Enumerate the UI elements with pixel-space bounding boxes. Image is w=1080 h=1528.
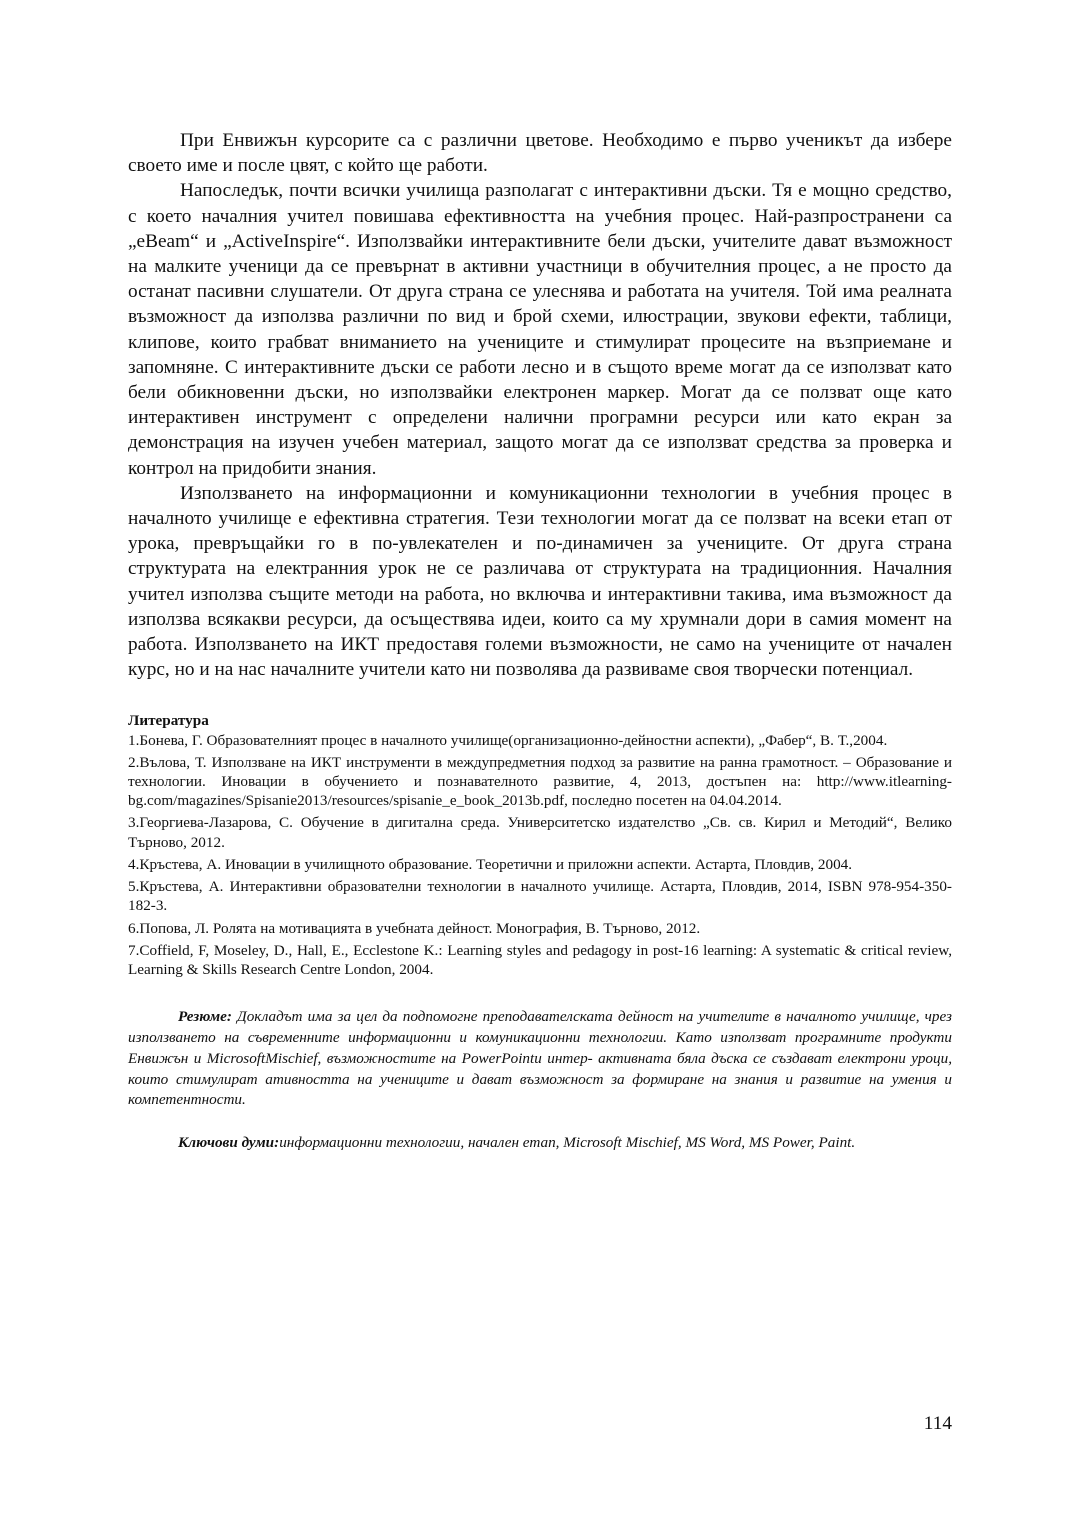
keywords-text: информационни технологии, начален етап, Microsoft Mischief, MS Word, MS Power, Paint.: [279, 1134, 856, 1152]
page-number: 114: [923, 1413, 952, 1434]
paragraph-3: Използването на информационни и комуникационни технологии в учебния процес в началното училище е ефективна стратегия. Тези технологии могат да се ползват на всеки етап от урока, превръщайки го в по-увлекателен и по-динамичен за учениците. От друга страна структурата на електранния урок не се различава от структурата на традиционния. Началния учител използва същите методи на работа, но включва и интерактивни такива, има възможност да използва всякакви ресурси, да осъществява идеи, които са му хрумнали дори в самия момент на работа. Използването на ИКТ предоставя големи възможности, не само на учениците от начален курс, но и на нас началните учители като ни позволява да развиваме своя творчески потенциал.: [128, 482, 952, 681]
paragraph-1: При Енвижън курсорите са с различни цветове. Необходимо е първо ученикът да избере своето име и после цвят, с който ще работи.: [128, 130, 952, 177]
summary-text: Докладът има за цел да подпомогне преподавателската дейност на учителите в началното училище, чрез използването на съвременните информационни и комуникационни технологии. Като използват програмните продукти Енвижън и MicrosoftMischief, възможностите на PowerPointи интер- активната бяла дъска се създават електрони уроци, които стимулират ативността на учениците и дават възможност за формиране на знания и развитие на умения и компетентности.: [128, 1008, 952, 1109]
reference-item: 6.Попова, Л. Ролята на мотивацията в учебната дейност. Монография, В. Търново, 2012.: [128, 919, 701, 937]
reference-item: 7.Coffield, F, Moseley, D., Hall, E., Ecclestone K.: Learning styles and pedagogy in post-16 learning: A systematic & critical review, Learning & Skills Research Centre London, 2004.: [128, 941, 952, 978]
reference-item: 1.Бонева, Г. Образователният процес в началното училище(организационно-дейностни аспекти), „Фабер“, В. Т.,2004.: [128, 731, 888, 749]
body-text: [128, 128, 952, 682]
keywords-label: Ключови думи:: [178, 1134, 280, 1152]
references-title: Литература: [128, 712, 209, 730]
reference-item: 4.Кръстева, А. Иновации в училищното образование. Теоретични и приложни аспекти. Астарта, Пловдив, 2004.: [128, 855, 853, 873]
references-section: [128, 711, 952, 979]
reference-item: 3.Георгиева-Лазарова, С. Обучение в дигитална среда. Университетско издателство „Св. св. Кирил и Методий“, Велико Търново, 2012.: [128, 814, 952, 851]
page-content: [128, 128, 952, 1169]
references-list: [128, 731, 952, 979]
summary-label: Резюме:: [178, 1008, 232, 1026]
summary: [128, 1007, 952, 1111]
reference-item: 2.Вълова, Т. Използване на ИКТ инструменти в междупредметния подход за развитие на ранна грамотност. – Образование и технологии. Иновации в обучението и познавателното развитие, 4, 2013, достъпен на: http://www.itlearning-bg.com/magazines/Spisanie2013/resources/spisanie_e_book_2013b.pdf, последно посетен на 04.04.2014.: [128, 753, 952, 810]
reference-item: 5.Кръстева, А. Интерактивни образователни технологии в началното училище. Астарта, Пловдив, 2014, ISBN 978-954-350-182-3.: [128, 878, 952, 915]
paragraph-2: Напоследък, почти всички училища разполагат с интерактивни дъски. Тя е мощно средство, с което началния учител повишава ефективността на учебния процес. Най-разпространени са „eBeam“ и „ActiveInspire“. Използвайки интерактивните бели дъски, учителите дават възможност на малките ученици да се превърнат в активни участници в обучителния процес, а не просто да останат пасивни слушатели. От друга страна се улеснява и работата на учителя. Той има реалната възможност да използва различни по вид и брой схеми, илюстрации, звукови ефекти, таблици, клипове, които грабват вниманието на учениците и стимулират процесите на възприемане и запомняне. С интерактивните дъски се работи лесно и в същото време могат да се използват като бели обикновенни дъски, но използвайки електронен маркер. Могат да се ползват още като интерактивен инструмент с определени налични програмни ресурси или като екран за демонстрация на изучен учебен материал, защото могат да се използват средства за проверка и контрол на придобити знания.: [128, 180, 952, 479]
keywords: [128, 1133, 952, 1154]
